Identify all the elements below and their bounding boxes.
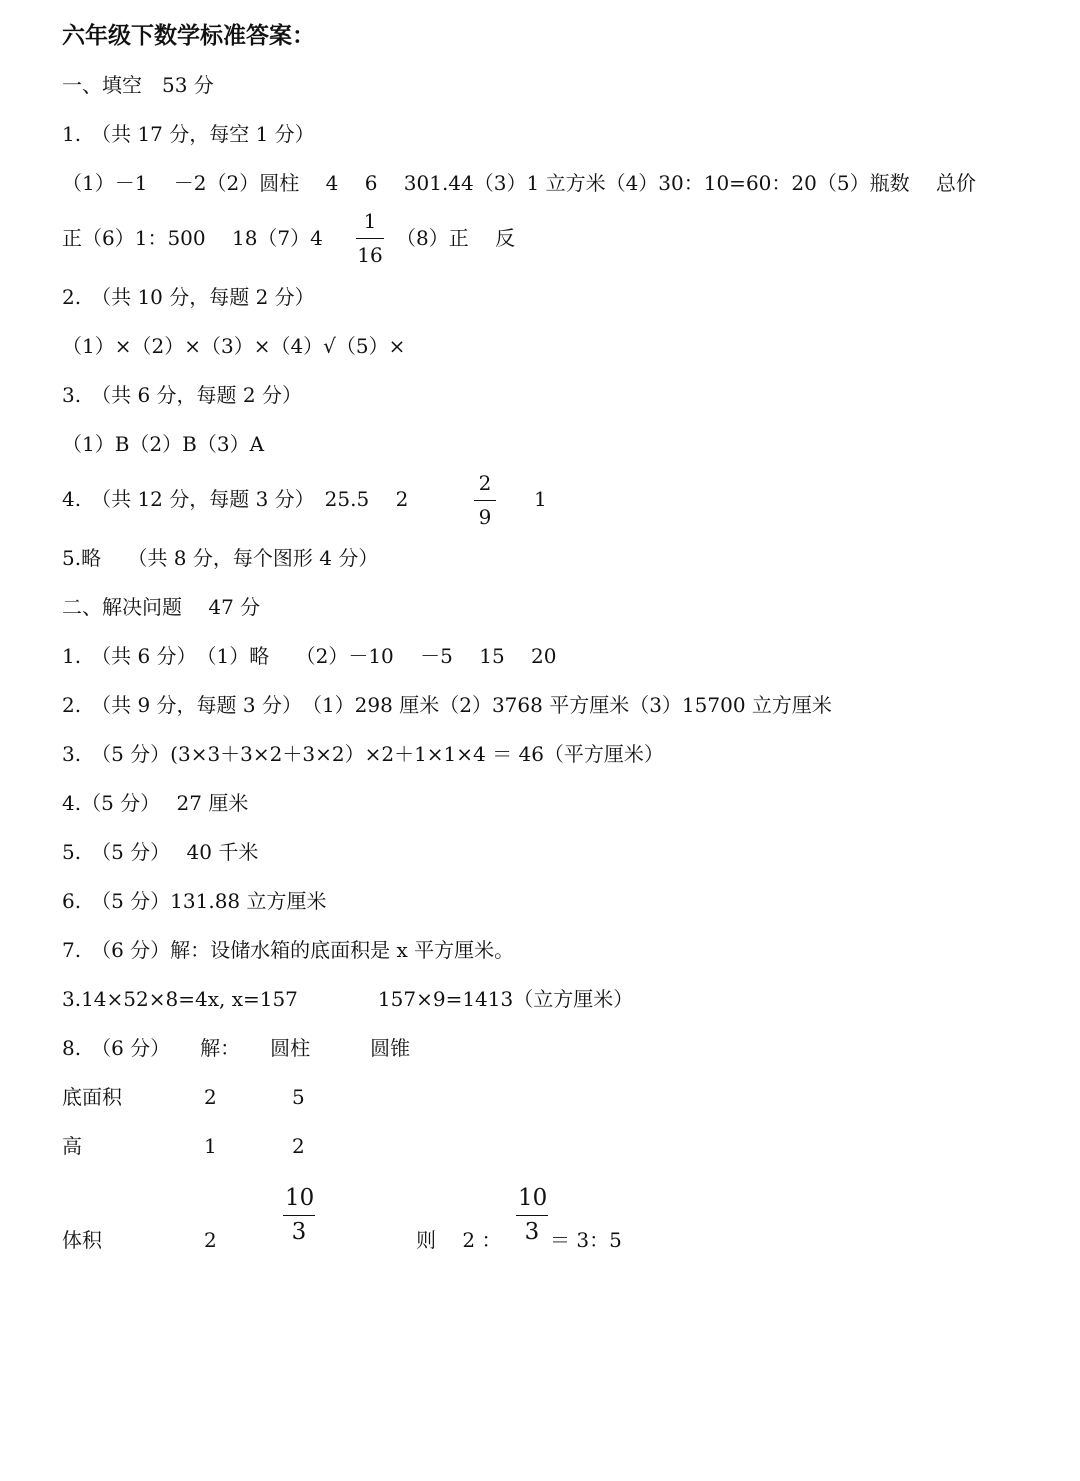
q3-heading: 3. （共 6 分，每题 2 分） [62,383,302,407]
problem-3: 3. （5 分）(3×3＋3×2＋3×2）×2＋1×1×4 ＝ 46（平方厘米） [62,742,664,766]
section-2-heading: 二、解决问题 47 分 [62,595,261,619]
row-volume-label: 体积 [62,1228,102,1252]
q3-answers: （1）B（2）B（3）A [62,432,265,456]
fraction-denominator: 16 [357,243,383,267]
q1-answers-line2-end: （8）正 反 [396,226,516,250]
page-title: 六年级下数学标准答案： [62,23,315,49]
fraction-bar [356,238,384,239]
problem-4: 4.（5 分） 27 厘米 [62,791,249,815]
fraction-bar [516,1215,548,1216]
fraction-numerator: 2 [478,471,492,495]
fraction-ten-thirds-volume [283,1186,315,1244]
fraction-denominator: 3 [291,1219,307,1245]
q4-answers-start: 4. （共 12 分，每题 3 分） 25.5 2 [62,487,409,511]
row-base-area-label: 底面积 [62,1085,122,1109]
fraction-numerator: 10 [518,1185,548,1211]
row-base-area-cone: 5 [292,1085,305,1109]
q1-answers-line2-start: 正（6）1：500 18（7）4 [62,226,323,250]
row-height-cylinder: 1 [204,1134,217,1158]
problem-1: 1. （共 6 分） （1）略 （2）－10 －5 15 20 [62,644,557,668]
q1-answers-line1: （1）－1 －2（2）圆柱 4 6 301.44（3）1 立方米（4）30：10=60：20（5）瓶数 总价 [62,171,976,195]
problem-6: 6. （5 分）131.88 立方厘米 [62,889,327,913]
row-height-label: 高 [62,1134,82,1158]
ratio-then-label: 则 2 ： [416,1228,502,1252]
row-base-area-cylinder: 2 [204,1085,217,1109]
problem-8: 8. （6 分） 解： 圆柱 圆锥 [62,1036,411,1060]
row-height-cone: 2 [292,1134,305,1158]
fraction-bar [283,1215,315,1216]
fraction-denominator: 3 [524,1219,540,1245]
row-volume-cylinder: 2 [204,1228,217,1252]
fraction-numerator: 10 [285,1185,315,1211]
q1-heading: 1. （共 17 分，每空 1 分） [62,122,315,146]
problem-5: 5. （5 分） 40 千米 [62,840,259,864]
q4-answers-end: 1 [534,487,547,511]
fraction-bar [474,500,496,501]
problem-7: 7. （6 分）解：设储水箱的底面积是 x 平方厘米。 [62,938,515,962]
problem-7-solution: 3.14×52×8=4x, x=157 157×9=1413（立方厘米） [62,987,634,1011]
fraction-two-ninths [474,472,496,528]
section-1-heading: 一、填空 53 分 [62,73,214,97]
fraction-one-sixteenth [356,210,384,266]
fraction-numerator: 1 [363,209,377,233]
problem-2: 2. （共 9 分，每题 3 分） （1）298 厘米（2）3768 平方厘米（3）15700 立方厘米 [62,693,832,717]
q2-heading: 2. （共 10 分，每题 2 分） [62,285,315,309]
fraction-ten-thirds-ratio [516,1186,548,1244]
q2-answers: （1）×（2）×（3）×（4）√（5）× [62,334,406,358]
q5-answer: 5.略 （共 8 分，每个图形 4 分） [62,546,379,570]
fraction-denominator: 9 [478,505,492,529]
ratio-result: ＝ 3：5 [550,1228,622,1252]
